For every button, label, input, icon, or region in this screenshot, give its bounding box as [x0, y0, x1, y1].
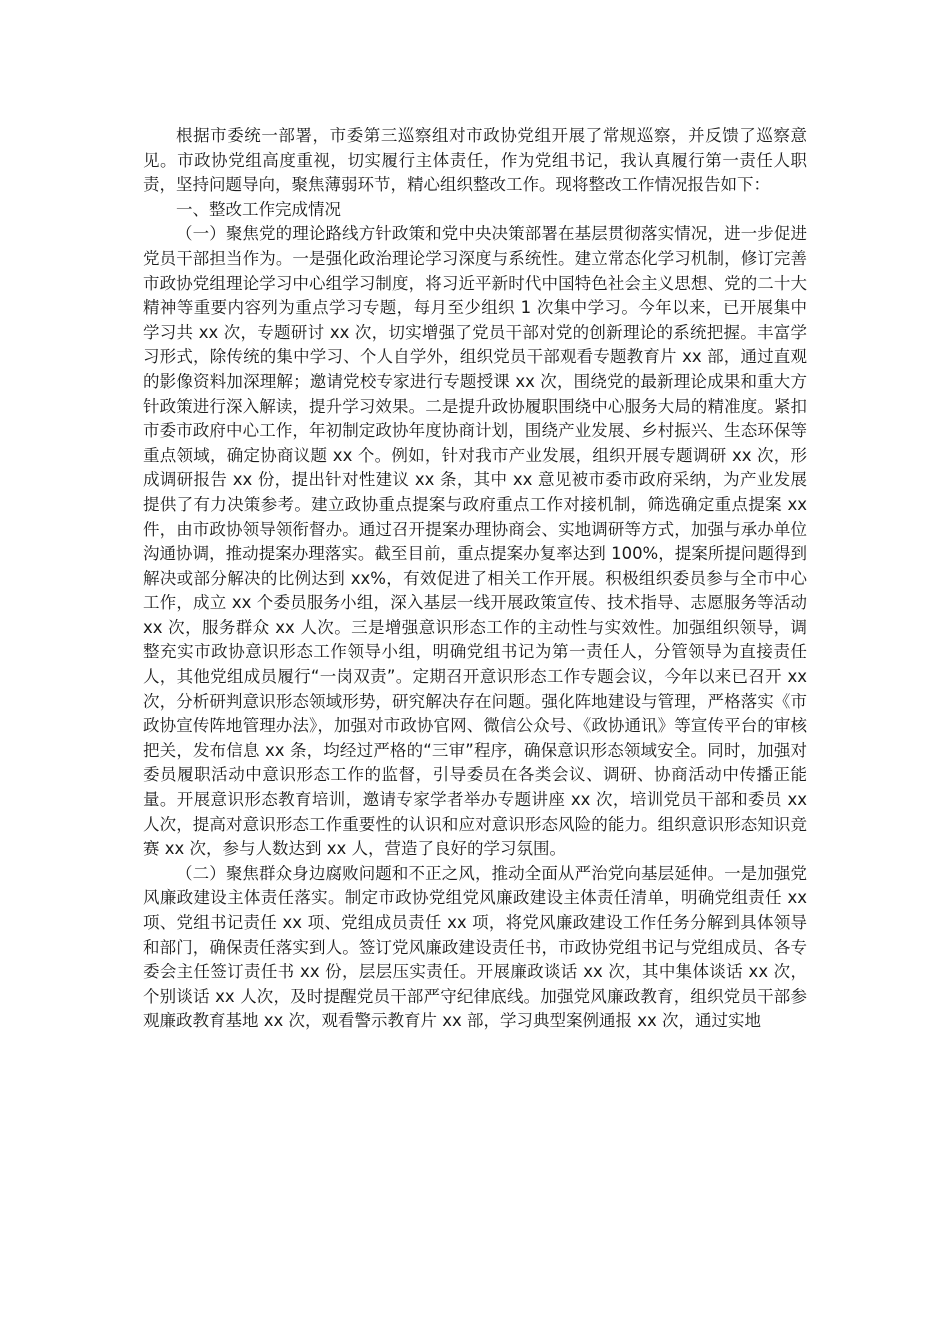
intro-paragraph: 根据市委统一部署，市委第三巡察组对市政协党组开展了常规巡察，并反馈了巡察意见。市政协党组高度重视，切实履行主体责任，作为党组书记，我认真履行第一责任人职责，坚持问题导向，聚焦薄弱环节，精心组织整改工作。现将整改工作情况报告如下：	[143, 126, 807, 195]
section-2-paragraph: （二）聚焦群众身边腐败问题和不正之风，推动全面从严治党向基层延伸。一是加强党风廉政建设主体责任落实。制定市政协党组党风廉政建设主体责任清单，明确党组责任 xx 项、党组书记责任 xx 项、党组成员责任 xx 项，将党风廉政建设工作任务分解到具体领导和部门，确保责任落实到人。签订党风廉政建设责任书，市政协党组书记与党组成员、各专委会主任签订责任书 xx 份，层层压实责任。开展廉政谈话 xx 次，其中集体谈话 xx 次，个别谈话 xx 人次，及时提醒党员干部严守纪律底线。加强党风廉政教育，组织党员干部参观廉政教育基地 xx 次，观看警示教育片 xx 部，学习典型案例通报 xx 次，通过实地	[143, 863, 807, 1031]
section-heading: 一、整改工作完成情况	[176, 199, 341, 219]
section-1-paragraph: （一）聚焦党的理论路线方针政策和党中央决策部署在基层贯彻落实情况，进一步促进党员干部担当作为。一是强化政治理论学习深度与系统性。建立常态化学习机制，修订完善市政协党组理论学习中心组学习制度，将习近平新时代中国特色社会主义思想、党的二十大精神等重要内容列为重点学习专题，每月至少组织 1 次集中学习。今年以来，已开展集中学习共 xx 次，专题研讨 xx 次，切实增强了党员干部对党的创新理论的系统把握。丰富学习形式，除传统的集中学习、个人自学外，组织党员干部观看专题教育片 xx 部，通过直观的影像资料加深理解；邀请党校专家进行专题授课 xx 次，围绕党的最新理论成果和重大方针政策进行深入解读，提升学习效果。二是提升政协履职围绕中心服务大局的精准度。紧扣市委市政府中心工作，年初制定政协年度协商计划，围绕产业发展、乡村振兴、生态环保等重点领域，确定协商议题 xx 个。例如，针对我市产业发展，组织开展专题调研 xx 次，形成调研报告 xx 份，提出针对性建议 xx 条，其中 xx 意见被市委市政府采纳，为产业发展提供了有力决策参考。建立政协重点提案与政府重点工作对接机制，筛选确定重点提案 xx 件，由市政协领导领衔督办。通过召开提案办理协商会、实地调研等方式，加强与承办单位沟通协调，推动提案办理落实。截至目前，重点提案办复率达到 100%，提案所提问题得到解决或部分解决的比例达到 xx%，有效促进了相关工作开展。积极组织委员参与全市中心工作，成立 xx 个委员服务小组，深入基层一线开展政策宣传、技术指导、志愿服务等活动 xx 次，服务群众 xx 人次。三是增强意识形态工作的主动性与实效性。加强组织领导，调整充实市政协意识形态工作领导小组，明确党组书记为第一责任人，分管领导为直接责任人，其他党组成员履行“一岗双责”。定期召开意识形态工作专题会议，今年以来已召开 xx 次，分析研判意识形态领域形势，研究解决存在问题。强化阵地建设与管理，严格落实《市政协宣传阵地管理办法》，加强对市政协官网、微信公众号、《政协通讯》等宣传平台的审核把关，发布信息 xx 条，均经过严格的“三审”程序，确保意识形态领域安全。同时，加强对委员履职活动中意识形态工作的监督，引导委员在各类会议、调研、协商活动中传播正能量。开展意识形态教育培训，邀请专家学者举办专题讲座 xx 次，培训党员干部和委员 xx 人次，提高对意识形态工作重要性的认识和应对意识形态风险的能力。组织意识形态知识竞赛 xx 次，参与人数达到 xx 人，营造了良好的学习氛围。	[143, 224, 807, 859]
document-body	[143, 124, 807, 1034]
